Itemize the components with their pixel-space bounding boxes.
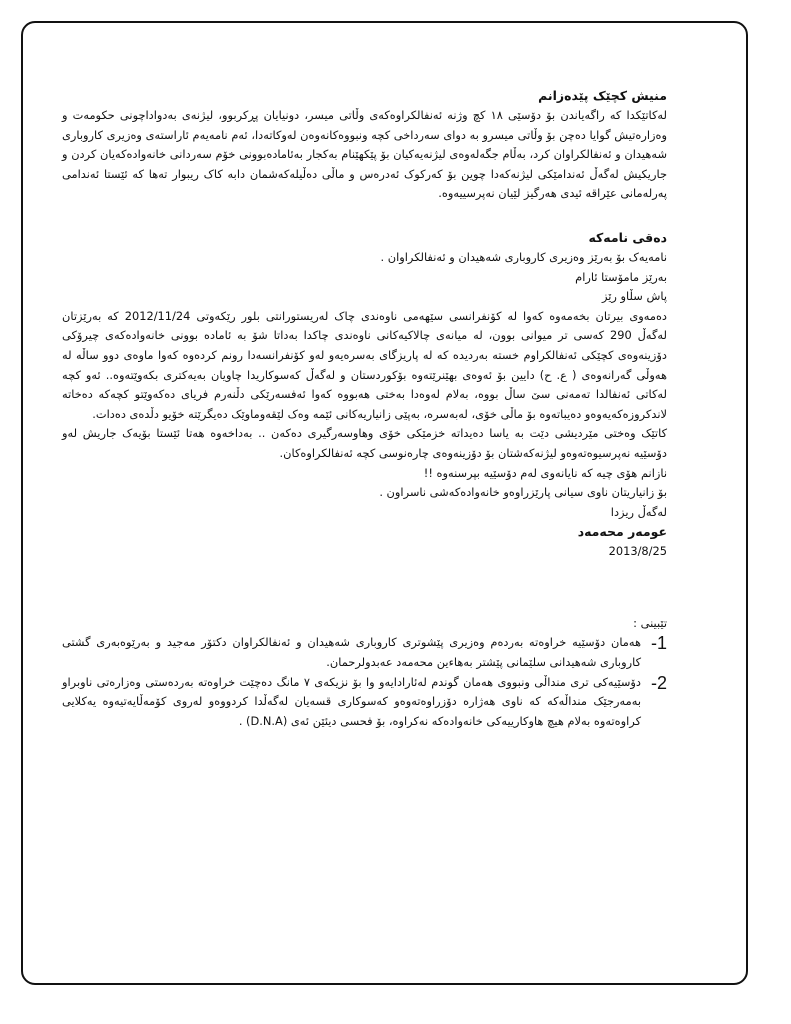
note-item [62, 633, 667, 672]
letter-body-rest: کەسی تر میوانی بوون، لە میانەی چالاکیەکانی ناوەندی چاکدا بەداتا شۆ بە ئامادە بوونی خانەوادەکەی چیرۆکی دۆزینەوەی کچێکی ئەنفالکراوم خستە بەردیدە کە لە پاریزگای بەسرەیەو لەو کۆنفرانسەدا رونم کردەوە کەوا ماوەی دوو ساڵە لە هەوڵی گەرانەوەی ( ع. ح) دایین بۆ ئەوەی بهێنرێتەوە بۆکوردستان و لەگەڵ کەسوکاریدا چاویان بەیەکتری بکەوێتەوە.. ئەو کچە لەکاتی ئەنفالدا تەمەنی سێ ساڵ بووە، بەلام لەوەدا بەختی هەبووە کەوا ئەفسەرێکی دڵنەرم فریای دەکەوێتو کچەکە دەخاتە لاندکروزەکەیەوەو دەیباتەوە بۆ ماڵی خۆی، لەبەسرە، بەپێی زانیاریەکانی ئێمە وەک لێقەوماوێک دەیگرێتە خۆیو دڵدەی دەدات. [62, 328, 667, 421]
letter-body-mid: کە بەرێزتان لەگەڵ [62, 308, 668, 343]
letter-salutation: بەرێز مامۆستا ئارام [575, 269, 667, 284]
note-text: هەمان دۆسێیە خراوەتە بەردەم وەزیری پێشوتری کاروباری شەهیدان و ئەنفالکراوان دکتۆر مەجید و بەرێوەبەری گشتی کاروباری شەهیدانی سلێمانی پێشتر بەهاءین محەمەد عەبدولرحمان. [62, 635, 641, 670]
article-title: منیش کچێک پێدەزانم [538, 88, 667, 103]
letter-recipient: نامەیەک بۆ بەرێز وەزیری کاروباری شەهیدان و ئەنفالکراوان . [380, 249, 667, 264]
note-marker: -1 [650, 633, 667, 654]
letter-heading: دەقی نامەکە [588, 229, 667, 245]
letter-signature: عومەر محەمەد [577, 524, 667, 540]
letter-paragraph-2: کاتێک وەختی مێردیشی دێت بە یاسا دەیداتە خزمێکی خۆی وهاوسەرگیری دەکەن .. بەداخەوە هەتا ئێستا بۆیەک جاریش لەو دۆسێیە نەپرسیوەتەوەو لیژنەکەشتان بۆ دۆزینەوەی چارەنوسی کچە ئەنفالکراوەکان. [62, 426, 667, 460]
conference-date: 2012/11/24 [124, 308, 191, 323]
letter-body-paragraph [62, 307, 667, 425]
note-marker: -2 [650, 672, 667, 693]
letter-greeting: پاش سڵاو رێز [601, 289, 667, 304]
letter-closing: لەگەڵ ریزدا [610, 504, 667, 519]
notes-title: تێبینی : [633, 615, 667, 630]
note-item [62, 673, 667, 732]
letter-body-start: دەمەوی بیرتان بخەمەوە کەوا لە کۆنفرانسی سێهەمی ناوەندی چاک لەریستورانتی بلور رێکەوتی [196, 308, 668, 323]
letter-date-value: 2013/8/25 [608, 544, 667, 559]
document-body [62, 86, 667, 731]
letter-paragraph-3: نازانم هۆی چیە کە نایانەوی لەم دۆسێیە بپرسنەوە !! [423, 465, 667, 480]
article-paragraph: لەکاتێکدا کە راگەیاندن بۆ دۆسێی ١٨ کچ وژنە ئەنفالکراوەکەی وڵاتی میسر، دونیایان پڕکربوو، لیژنەی بەدواداچونی حکومەت و وەزارەتیش گوایا دەچن بۆ وڵاتی میسرو بە دوای سەرداخی کچە ونبووەکانەوەن لەوکاتەدا، ئەم نامەیەم ئاراستەی وەزیری کاروباری شەهیدان و ئەنفالکراوان کرد، بەڵام جگەلەوەی لیژنەیەکیان بۆ پێکهێنام بەکجار بەئامادەبوونی خۆم سەردانی خانەوادەکەیان کردن و جاریکیش لەگەڵ ئەندامێکی لیژنەکەدا چوین بۆ کەرکوک ئەدرەس و ماڵی دەڵیلەکەشمان دابە کاک ریبوار تەها کە ئێستا ئەندامی پەرلەمانی عێراقە ئیدی هەرگیز لێیان نەپرسییەوە. [62, 108, 667, 201]
letter-paragraph-4: بۆ زانیاریتان ناوی سیانی پارێزراوەو خانەوادەکەشی ناسراون . [379, 485, 667, 500]
guest-count: 290 [609, 328, 632, 343]
note-text: دۆسێیەکی تری منداڵی ونبووی هەمان گوندم لەئارادایەو وا بۆ نزیکەی ٧ مانگ دەچێت خراوەتە بەردەستی وەزارەتی ناوبراو بەمەرجێک منداڵەکە کە ناوی هەژارە دۆزراوەتەوەو کەسوکاری قسەیان لەگەڵدا کردووەو لەروی کۆمەڵایەتیەوە یەکلایی کراوەتەوە بەلام هیچ هاوکارییەکی خانەوادەکە نەکراوە، بۆ فحسی دیئێن ئەی (D.N.A) . [62, 674, 641, 728]
letter-date [62, 542, 667, 562]
